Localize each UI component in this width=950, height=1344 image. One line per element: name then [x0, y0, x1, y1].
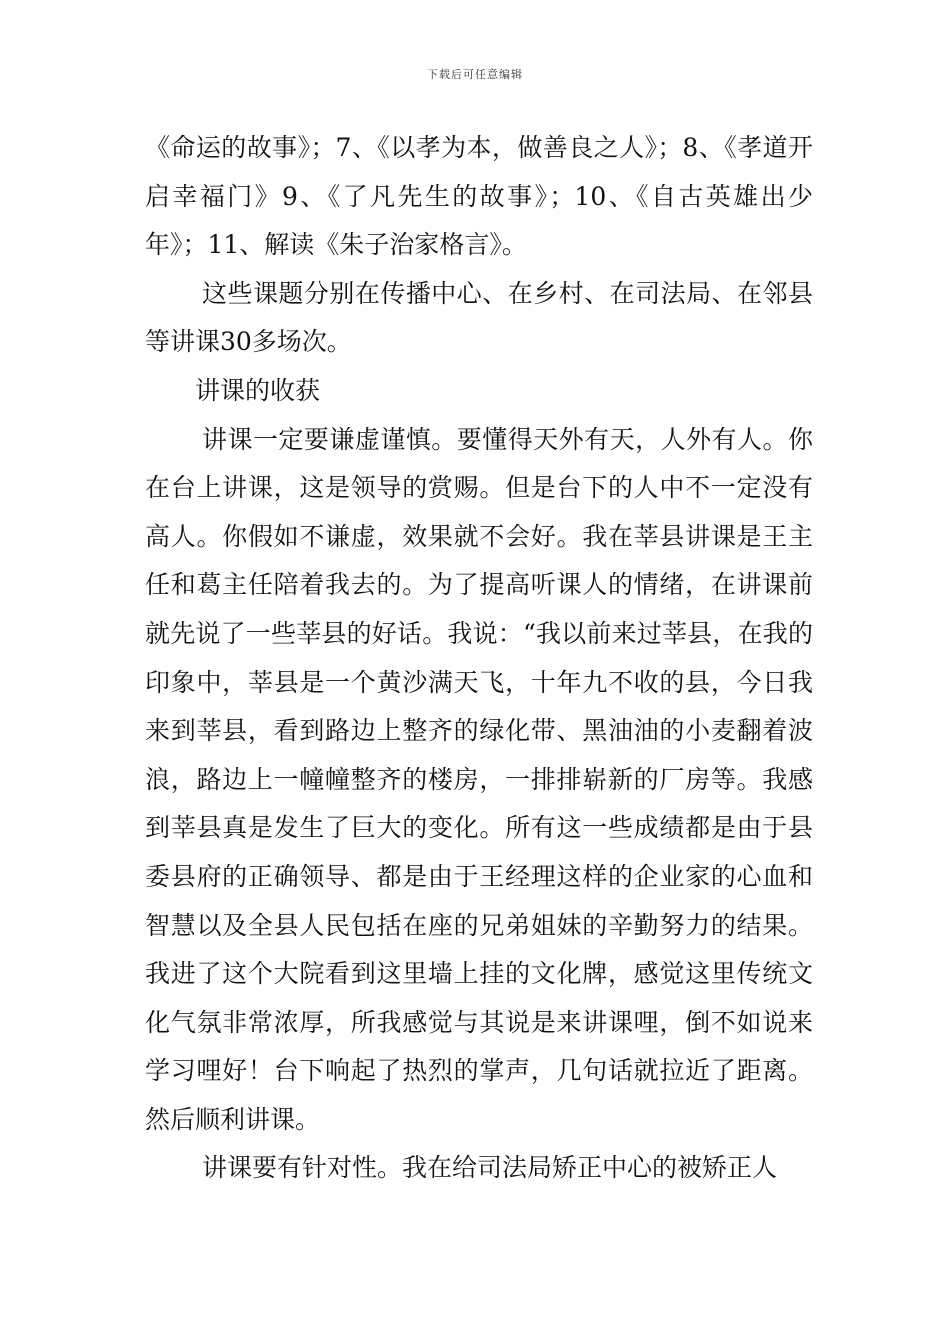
paragraph-venues: 这些课题分别在传播中心、在乡村、在司法局、在邻县等讲课30多场次。	[145, 278, 813, 357]
document-body	[145, 124, 813, 1193]
paragraph-humility: 讲课一定要谦虚谨慎。要懂得天外有天，人外有人。你在台上讲课，这是领导的赏赐。但是台下的人中不一定没有高人。你假如不谦虚，效果就不会好。我在莘县讲课是王主任和葛主任陪着我去的。为了提高听课人的情绪，在讲课前就先说了一些莘县的好话。我说：“我以前来过莘县，在我的印象中，莘县是一个黄沙满天飞，十年九不收的县，今日我来到莘县，看到路边上整齐的绿化带、黑油油的小麦翻着波浪，路边上一幢幢整齐的楼房，一排排崭新的厂房等。我感到莘县真是发生了巨大的变化。所有这一些成绩都是由于县委县府的正确领导、都是由于王经理这样的企业家的心血和智慧以及全县人民包括在座的兄弟姐妹的辛勤努力的结果。我进了这个大院看到这里墙上挂的文化牌，感觉这里传统文化气氛非常浓厚，所我感觉与其说是来讲课哩，倒不如说来学习哩好！台下响起了热烈的掌声，几句话就拉近了距离。然后顺利讲课。	[145, 424, 813, 1134]
paragraph-targeting: 讲课要有针对性。我在给司法局矫正中心的被矫正人	[202, 1153, 778, 1183]
page-header: 下载后可任意编辑	[427, 68, 523, 81]
paragraph-course-list: 《命运的故事》；7、《以孝为本，做善良之人》；8、《孝道开启幸福门》9、《了凡先生的故事》；10、《自古英雄出少年》；11、解读《朱子治家格言》。	[145, 133, 813, 260]
section-heading: 讲课的收获	[195, 375, 321, 405]
